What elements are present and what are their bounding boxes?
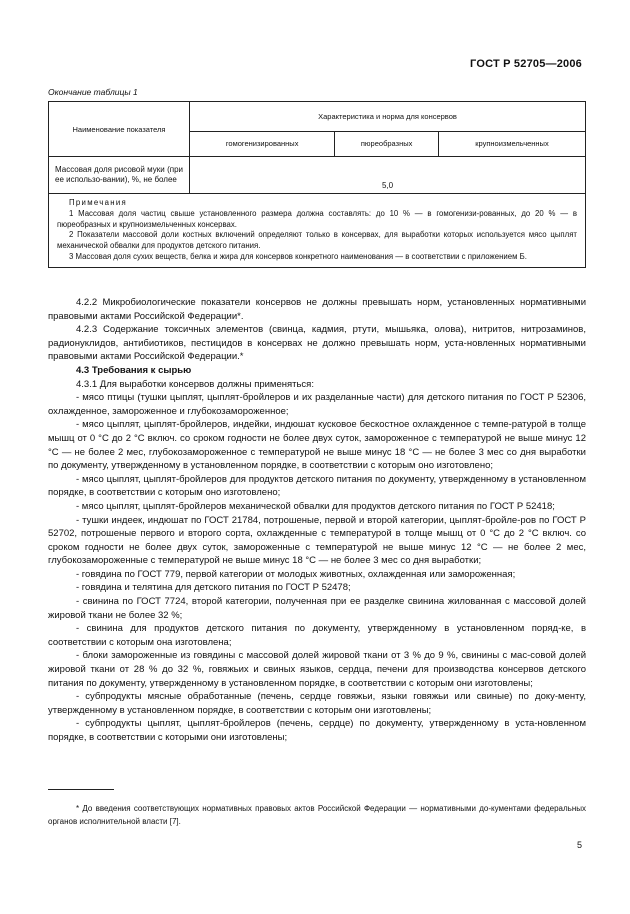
paragraph-4-2-2: 4.2.2 Микробиологические показатели консервов не должны превышать норм, установленных нормативными правовыми актами Российской Федерации*. — [48, 297, 586, 322]
table-caption: Окончание таблицы 1 — [48, 87, 138, 97]
notes-title: Примечания — [69, 198, 128, 207]
row-value: 5,0 — [190, 157, 586, 194]
table-row — [49, 157, 586, 194]
footnote: * До введения соответствующих нормативных правовых актов Российской Федерации — нормативными до-кументами федеральных органов исполнительной власти [7]. — [48, 804, 586, 826]
row-name: Массовая доля рисовой муки (при ее использо-вании), %, не более — [49, 157, 190, 194]
list-item: - свинина по ГОСТ 7724, второй категории, полученная при ее разделке свинина жилованная с массовой долей жировой ткани не более 32 %; — [48, 596, 586, 621]
list-item: - мясо цыплят, цыплят-бройлеров для продуктов детского питания по документу, утвержденному в установленном порядке, в соответствии с которым оно изготовлено; — [48, 473, 586, 499]
subheader-puree: пюреобразных — [335, 131, 439, 156]
list-item: - мясо цыплят, цыплят-бройлеров, индейки, индюшат кусковое бескостное охлажденное с темпе-ратурой в толще мышц от 0 °С до 2 °С включ. со сроком годности не более двух суток, замороженное с температурой не выше минус 12 °С — не более 2 мес, глубокозамороженное с температурой не выше минус 18 °С — не более 3 мес со дня выработки по документу, утвержденному в установленном порядке, в соответствии с которым оно изготовлено; — [48, 419, 586, 472]
col-name-header: Наименование показателя — [49, 102, 190, 157]
page-number: 5 — [576, 840, 582, 850]
table-notes — [49, 194, 586, 268]
list-item: - блоки замороженные из говядины с массовой долей жировой ткани от 3 % до 9 %, свинины с мас-совой долей жировой ткани от 28 % до 32 %, говяжьих и свиных языков, сердца, печени для производства консервов детского питания по документу, утвержденному в установленном порядке, в соответствии с которым они изготовлены; — [48, 650, 586, 689]
subheader-chunky: крупноизмельченных — [438, 131, 585, 156]
subheader-homogenized: гомогенизированных — [190, 131, 335, 156]
list-item: - мясо цыплят, цыплят-бройлеров механической обвалки для продуктов детского питания по ГОСТ Р 52418; — [76, 500, 555, 512]
list-item: - субпродукты цыплят, цыплят-бройлеров (печень, сердце) по документу, утвержденному в уста-новленном порядке, в соответствии с которыми они изготовлены; — [48, 718, 586, 743]
note-2: 2 Показатели массовой доли костных включений определяют только в консервах, для выработки которых используется мясо цыплят механической обвалки для продуктов детского питания. — [57, 230, 577, 251]
list-item: - говядина и телятина для детского питания по ГОСТ Р 52478; — [76, 582, 351, 594]
document-code: ГОСТ Р 52705—2006 — [470, 58, 582, 70]
footnote-divider — [48, 789, 114, 790]
list-item: - свинина для продуктов детского питания по документу, утвержденному в установленном поряд-ке, в соответствии с которым она изготовлена; — [48, 623, 586, 648]
list-item: - тушки индеек, индюшат по ГОСТ 21784, потрошеные, первой и второй категории, цыплят-бройле-ров по ГОСТ Р 52702, потрошеные первого и второго сорта, охлажденные с температурой в толще мышц от 0 °С до 2 °С включ. со сроком годности не более двух суток, замороженные с температурой не выше минус 12 °С — не более 2 мес, глубокозамороженные с температурой не выше минус 18 °С — не более 3 мес со дня выработки; — [48, 514, 586, 567]
list-item: - мясо птицы (тушки цыплят, цыплят-бройлеров и их разделанные части) для детского питания по ГОСТ Р 52306, охлажденное, замороженное и глубокозамороженное; — [48, 392, 586, 417]
requirements-table — [48, 101, 586, 268]
body-text — [48, 296, 586, 745]
paragraph-4-2-3: 4.2.3 Содержание токсичных элементов (свинца, кадмия, ртути, мышьяка, олова), нитритов, нитрозаминов, радионуклидов, антибиотиков, пестицидов в консервах не должно превышать норм, уста-новленных нормативными правовыми актами Российской Федерации.* — [48, 324, 586, 363]
list-item: - говядина по ГОСТ 779, первой категории от молодых животных, охлажденная или замороженная; — [76, 568, 516, 580]
col-group-header: Характеристика и норма для консервов — [190, 102, 586, 132]
note-3: 3 Массовая доля сухих веществ, белка и жира для консервов конкретного наименования — в соответствии с приложением Б. — [69, 251, 527, 261]
list-item: - субпродукты мясные обработанные (печень, сердце говяжьи, языки говяжьи или свиные) по доку-менту, утвержденному в установленном порядке, в соответствии с которым они изготовлены; — [48, 691, 586, 716]
paragraph-4-3-1: 4.3.1 Для выработки консервов должны применяться: — [76, 378, 314, 390]
note-1: 1 Массовая доля частиц свыше установленного размера должна составлять: до 10 % — в гомогенизи-рованных, до 20 % — в пюреобразных и крупноизмельченных консервах. — [57, 208, 577, 229]
section-heading-4-3: 4.3 Требования к сырью — [76, 364, 192, 376]
